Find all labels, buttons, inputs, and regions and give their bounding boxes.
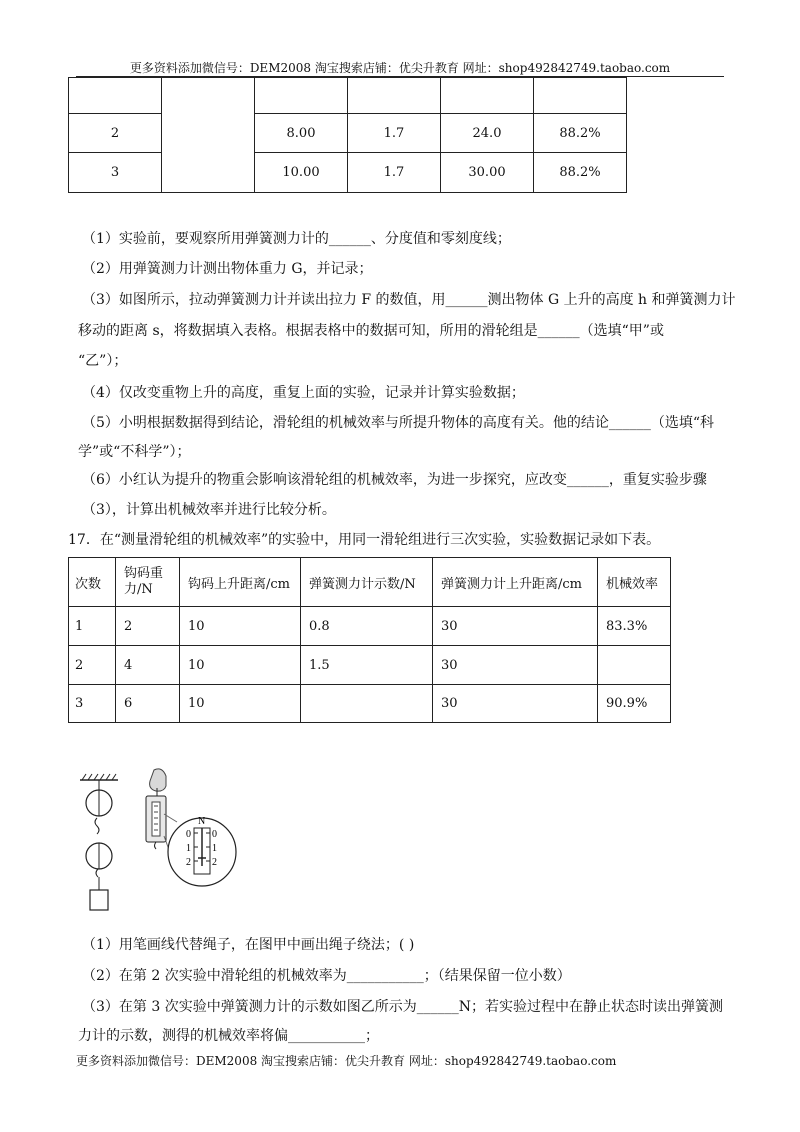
table-row: 3 10.00 1.7 30.00 88.2% (69, 153, 627, 193)
table-row (69, 78, 627, 114)
q17-sub-1: （1）用笔画线代替绳子，在图甲中画出绳子绕法；( ) (82, 937, 415, 953)
q17-sub-2: （2）在第 2 次实验中滑轮组的机械效率为___________；（结果保留一位小数） (82, 968, 571, 984)
page-header: 更多资料添加微信号：DEM2008 淘宝搜索店铺：优尖升教育 网址：shop492842749.taobao.com (129, 61, 671, 75)
page-footer: 更多资料添加微信号：DEM2008 淘宝搜索店铺：优尖升教育 网址：shop492842749.taobao.com (76, 1054, 617, 1068)
q16-line-1: （1）实验前，要观察所用弹簧测力计的______、分度值和零刻度线； (82, 231, 511, 247)
fixed-pulley-icon (86, 780, 112, 834)
scale-tick-label: 1 (212, 843, 217, 854)
q16-line-4: 移动的距离 s，将数据填入表格。根据表格中的数据可知，所用的滑轮组是______（选填“甲”或 (78, 323, 664, 339)
scale-tick-label: 2 (186, 857, 191, 868)
magnified-scale-icon (168, 818, 236, 886)
data-table-continued (68, 77, 627, 193)
q17-data-table (68, 557, 671, 723)
scale-unit-label: N (198, 816, 206, 827)
weight-block-icon (90, 890, 108, 910)
q17-sub-3b: 力计的示数，测得的机械效率将偏___________； (78, 1028, 379, 1044)
ceiling-icon (80, 774, 118, 780)
scale-tick-label: 0 (186, 829, 191, 840)
q16-line-7: （5）小明根据数据得到结论，滑轮组的机械效率与所提升物体的高度有关。他的结论______（选填“科 (82, 415, 715, 431)
table-row: 2 4 10 1.5 30 (69, 646, 671, 685)
q16-line-10: （3），计算出机械效率并进行比较分析。 (82, 502, 336, 518)
q17-sub-3a: （3）在第 3 次实验中弹簧测力计的示数如图乙所示为______N；若实验过程中在静止状态时读出弹簧测 (82, 999, 723, 1015)
scale-tick-label: 0 (212, 829, 217, 840)
q16-line-8: 学”或“不科学”）； (78, 444, 191, 460)
movable-pulley-icon (86, 843, 112, 910)
table-row: 3 6 10 30 90.9% (69, 685, 671, 723)
q16-line-6: （4）仅改变重物上升的高度，重复上面的实验，记录并计算实验数据； (82, 385, 525, 401)
q16-line-2: （2）用弹簧测力计测出物体重力 G，并记录； (82, 261, 373, 277)
table-row: 2 8.00 1.7 24.0 88.2% (69, 114, 627, 153)
scale-tick-label: 2 (212, 857, 217, 868)
table-header-row: 次数 钩码重力/N 钩码上升距离/cm 弹簧测力计示数/N 弹簧测力计上升距离/cm 机械效率 (69, 558, 671, 607)
pulley-and-spring-scale-figure (72, 766, 272, 916)
q17-title: 17．在“测量滑轮组的机械效率”的实验中，用同一滑轮组进行三次实验，实验数据记录如下表。 (68, 532, 661, 548)
q16-line-3: （3）如图所示，拉动弹簧测力计并读出拉力 F 的数值，用______测出物体 G 上升的高度 h 和弹簧测力计 (82, 292, 736, 308)
scale-tick-label: 1 (186, 843, 191, 854)
table-row: 1 2 10 0.8 30 83.3% (69, 607, 671, 646)
q16-line-9: （6）小红认为提升的物重会影响该滑轮组的机械效率，为进一步探究，应改变______，重复实验步骤 (82, 472, 707, 488)
q16-line-5: “乙”）； (78, 353, 128, 369)
